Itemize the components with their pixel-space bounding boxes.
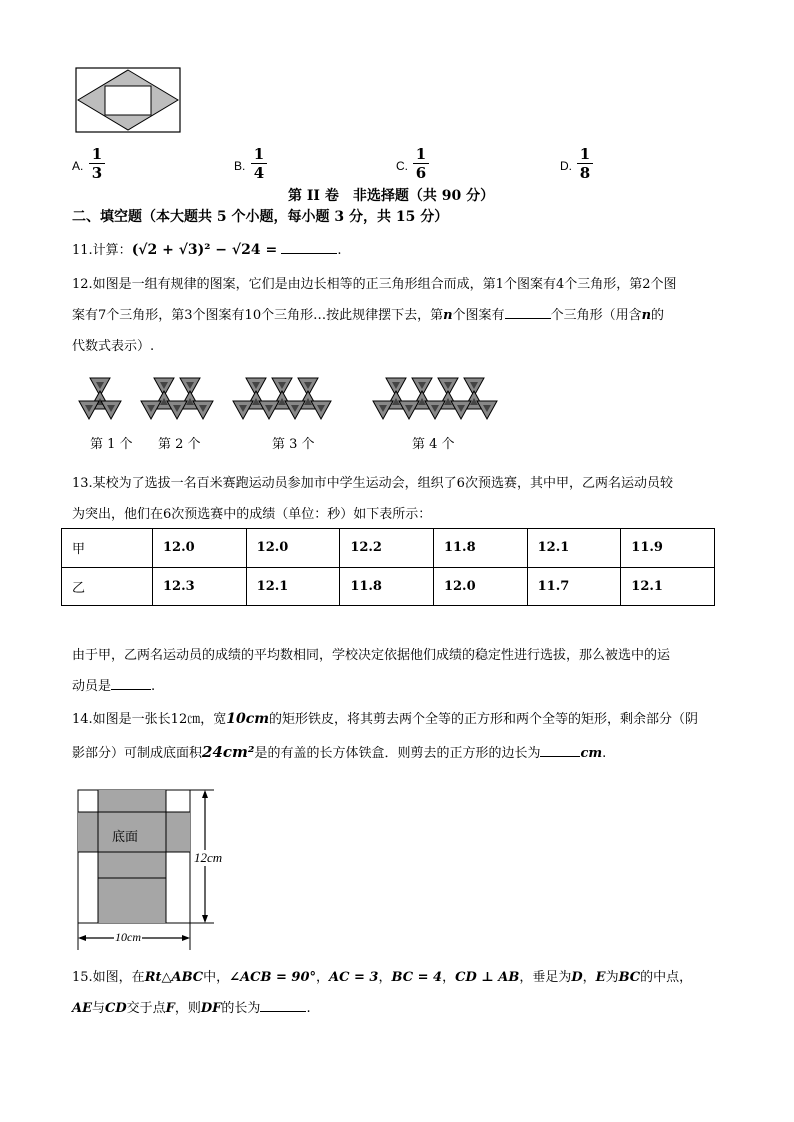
height-label: 12cm (194, 850, 223, 865)
table-cell: 12.1 (246, 567, 340, 606)
q10-figure (74, 66, 184, 136)
q14-line1: 14.如图是一张长12㎝，宽10cm的矩形铁皮，将其剪去两个全等的正方形和两个全等的矩形，剩余部分（阴 (72, 711, 699, 727)
table-cell: 12.3 (153, 567, 247, 606)
pattern-4 (373, 378, 497, 419)
option-b-fraction: 1 4 (249, 146, 269, 181)
pattern-3 (233, 378, 331, 419)
table-cell: 11.8 (433, 529, 527, 568)
table-cell: 11.9 (621, 529, 715, 568)
table-cell: 12.0 (153, 529, 247, 568)
fill-in-heading: 二、填空题（本大题共 5 个小题，每小题 3 分，共 15 分） (72, 209, 449, 225)
q14-line2: 影部分）可制成底面积24cm²是的有盖的长方体铁盒．则剪去的正方形的边长为 cm. (72, 743, 607, 761)
q11-suffix: . (337, 243, 342, 258)
pattern-2 (141, 378, 213, 419)
q12-line1: 12.如图是一组有规律的图案，它们是由边长相等的正三角形组合而成，第1个图案有4个三角形，第2个图 (72, 277, 677, 292)
table-cell: 12.2 (340, 529, 434, 568)
q15-answer-blank (260, 1011, 306, 1012)
pattern-2-caption: 第 2 个 (158, 437, 201, 452)
option-d-fraction: 1 8 (575, 146, 595, 181)
pattern-1-caption: 第 1 个 (90, 437, 133, 452)
q11-prefix: 11.计算： (72, 243, 132, 258)
q13-line3: 由于甲，乙两名运动员的成绩的平均数相同，学校决定依据他们成绩的稳定性进行选拔，那么被选中的运 (72, 648, 671, 663)
pattern-4-caption: 第 4 个 (412, 437, 455, 452)
q12-answer-blank (505, 318, 551, 319)
q13-answer-blank (111, 689, 151, 690)
q14-answer-blank (540, 756, 580, 757)
pattern-1 (79, 378, 121, 419)
option-d-letter: D. (560, 159, 572, 173)
table-cell: 11.8 (340, 567, 434, 606)
section-ii-title: 第 II 卷 非选择题（共 90 分） (288, 188, 495, 204)
q11-answer-blank (281, 253, 337, 254)
option-a-fraction: 1 3 (87, 146, 107, 181)
q12-triangle-patterns (78, 372, 498, 424)
table-cell: 乙 (62, 567, 153, 606)
q12-line3: 代数式表示）. (72, 339, 155, 354)
pattern-3-caption: 第 3 个 (272, 437, 315, 452)
q15-line2: AE与CD交于点F，则DF的长为 . (72, 1001, 311, 1016)
width-label: 10cm (115, 930, 141, 944)
table-row (62, 567, 715, 606)
q13-line4: 动员是 . (72, 679, 156, 694)
q13-line1: 13.某校为了选拔一名百米赛跑运动员参加市中学生运动会，组织了6次预选赛，其中甲，乙两名运动员较 (72, 476, 673, 491)
q11-expression: (√2 + √3)² − √24 = (131, 242, 278, 258)
q14-figure (74, 786, 224, 952)
q11 (72, 243, 341, 257)
table-row (62, 529, 715, 568)
table-cell: 甲 (62, 529, 153, 568)
option-c-fraction: 1 6 (411, 146, 431, 181)
table-cell: 12.1 (527, 529, 621, 568)
table-cell: 12.0 (246, 529, 340, 568)
option-a-letter: A. (72, 159, 84, 173)
q13-line2: 为突出，他们在6次预选赛中的成绩（单位：秒）如下表所示： (72, 507, 432, 522)
option-c-letter: C. (396, 159, 408, 173)
option-b-letter: B. (234, 159, 246, 173)
base-label: 底面 (112, 829, 139, 844)
q12-line2: 案有7个三角形，第3个图案有10个三角形…按此规律摆下去，第n个图案有 个三角形（用含n的 (72, 308, 665, 323)
q15-line1: 15.如图，在Rt△ABC中，∠ACB = 90°，AC = 3，BC = 4，CD ⊥ AB，垂足为D，E为BC的中点， (72, 970, 693, 985)
table-cell: 11.7 (527, 567, 621, 606)
table-cell: 12.0 (433, 567, 527, 606)
table-cell: 12.1 (621, 567, 715, 606)
score-table (61, 528, 715, 606)
